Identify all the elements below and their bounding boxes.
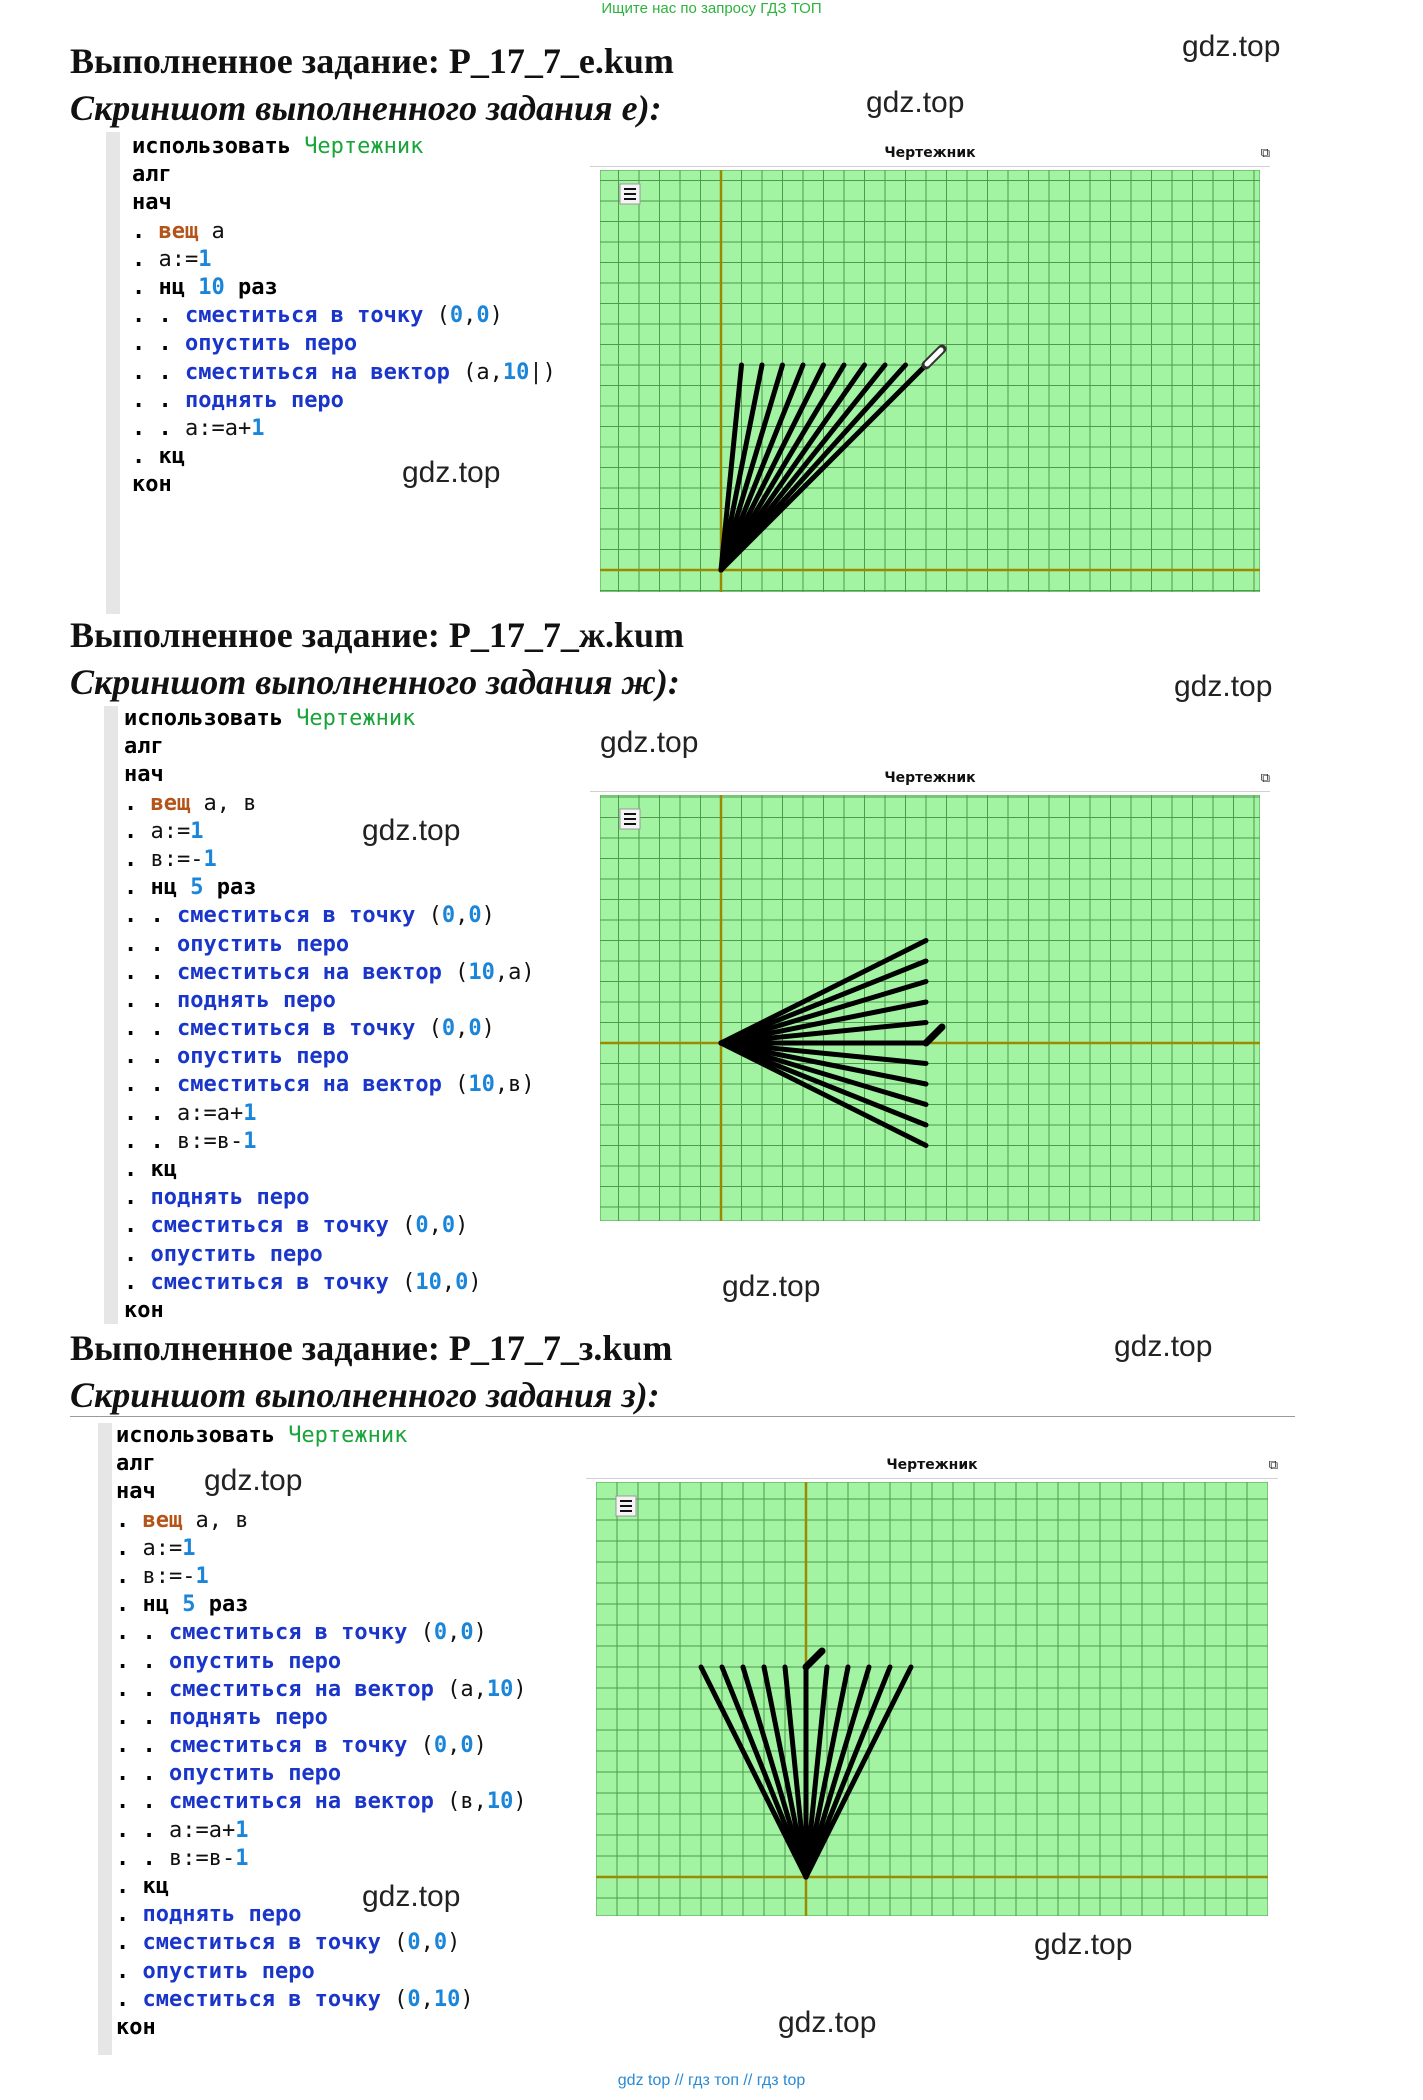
code-token: . — [116, 1535, 143, 1561]
code-token: , — [420, 1930, 434, 1956]
code-token: опустить перо — [150, 1241, 323, 1267]
code-token: . . — [132, 303, 185, 329]
top-banner: Ищите нас по запросу ГДЗ ТОП — [601, 0, 822, 17]
code-token: кон — [124, 1297, 164, 1323]
code-line — [116, 1929, 527, 1957]
code-token: , — [473, 1676, 487, 1702]
code-token: . . — [116, 1648, 169, 1674]
code-line — [116, 1676, 527, 1704]
watermark: gdz.top — [866, 86, 965, 119]
watermark: gdz.top — [362, 814, 461, 847]
code-token: нц — [158, 274, 199, 300]
code-line — [116, 1901, 527, 1929]
code-token: . — [124, 875, 151, 901]
code-line — [116, 1450, 527, 1478]
code-line — [132, 133, 556, 161]
code-token: а:= — [150, 818, 191, 844]
code-token: . . — [124, 1016, 177, 1042]
code-token: , — [473, 1789, 487, 1815]
code-token: 0 — [433, 1620, 448, 1646]
code-token: . — [124, 1241, 151, 1267]
code-token: , — [494, 1072, 509, 1098]
code-token: , — [455, 903, 469, 929]
code-token: , — [455, 1016, 469, 1042]
code-token: 5 — [190, 875, 204, 901]
section-1-subtitle: Скриншот выполненного задания е): — [70, 88, 662, 128]
code-line — [116, 1507, 527, 1535]
code-gutter — [104, 706, 118, 1324]
code-token: 1 — [190, 818, 204, 844]
code-token: ) — [521, 1072, 535, 1098]
hamburger-menu-icon[interactable] — [620, 184, 640, 204]
code-line — [116, 1535, 527, 1563]
code-line — [132, 189, 556, 217]
code-token: а — [476, 359, 490, 385]
code-token: поднять перо — [150, 1185, 310, 1211]
code-line — [124, 1071, 535, 1099]
code-token: . — [116, 1958, 143, 1984]
code-token: а, в — [190, 790, 257, 816]
code-token: 10 — [468, 959, 495, 985]
code-token: . — [132, 218, 159, 244]
drawing-canvas[interactable] — [600, 795, 1260, 1221]
drawer-window-z[interactable] — [586, 1452, 1278, 1924]
code-token: . — [116, 1902, 143, 1928]
code-line — [124, 987, 535, 1015]
code-token: . — [116, 1563, 143, 1589]
window-title: Чертежник — [590, 765, 1270, 792]
code-token: сместиться в точку — [150, 1269, 403, 1295]
code-token: , — [447, 1733, 461, 1759]
code-line — [124, 1156, 535, 1184]
code-token: 0 — [449, 303, 464, 329]
section-1-title: Выполненное задание: Р_17_7_е.kum — [70, 41, 674, 81]
watermark: gdz.top — [1034, 1928, 1133, 1961]
code-line — [116, 1563, 527, 1591]
code-token: , — [494, 959, 509, 985]
code-token: . — [116, 1930, 143, 1956]
code-line — [116, 1845, 527, 1873]
code-line — [124, 874, 535, 902]
code-token: ( — [447, 1676, 461, 1702]
code-token: опустить перо — [176, 931, 350, 957]
code-token: ( — [428, 903, 442, 929]
code-line — [116, 1873, 527, 1901]
code-token: сместиться на вектор — [176, 1072, 456, 1098]
code-line — [124, 1015, 535, 1043]
code-token: . — [124, 846, 151, 872]
code-token: . . — [124, 1072, 177, 1098]
code-line — [132, 387, 556, 415]
watermark: gdz.top — [1114, 1330, 1213, 1363]
code-token: сместиться в точку — [168, 1733, 421, 1759]
code-line — [124, 1043, 535, 1071]
code-token: а:= — [142, 1535, 183, 1561]
code-token: ) — [447, 1930, 461, 1956]
code-token: поднять перо — [176, 987, 336, 1013]
code-token: 0 — [433, 1930, 448, 1956]
maximize-icon[interactable]: ⧉ — [1260, 771, 1270, 786]
code-token: 10 — [415, 1269, 442, 1295]
code-token: а:=а+ — [168, 1817, 236, 1843]
hamburger-menu-icon[interactable] — [620, 809, 640, 829]
code-token: 0 — [415, 1213, 429, 1239]
code-token: ( — [455, 959, 469, 985]
code-token: , — [441, 1269, 456, 1295]
code-token: в:=- — [142, 1563, 196, 1589]
code-token: . . — [116, 1761, 169, 1787]
code-token: Чертежник — [304, 134, 424, 159]
code-token: сместиться в точку — [176, 903, 429, 929]
code-token: а — [508, 959, 522, 985]
code-token: . . — [116, 1845, 169, 1871]
code-token: 10 — [502, 359, 530, 385]
code-token: кон — [132, 472, 172, 498]
code-line — [132, 330, 556, 358]
code-token: 0 — [476, 303, 490, 329]
watermark: gdz.top — [362, 1880, 461, 1913]
code-token: поднять перо — [184, 387, 344, 413]
code-token: использовать — [132, 134, 305, 159]
code-token: ( — [463, 359, 477, 385]
code-listing-zh — [124, 705, 535, 1325]
divider — [70, 1416, 1295, 1417]
code-token: 10 — [198, 274, 225, 300]
code-token: |) — [529, 359, 556, 385]
code-line — [124, 1184, 535, 1212]
code-token: 1 — [243, 1128, 257, 1154]
window-title: Чертежник — [590, 140, 1270, 167]
code-token: сместиться в точку — [142, 1986, 395, 2012]
code-token: вещ — [158, 218, 199, 244]
code-line — [124, 1241, 535, 1269]
code-token: ( — [420, 1620, 434, 1646]
section-3-subtitle: Скриншот выполненного задания з): — [70, 1375, 660, 1415]
code-line — [132, 359, 556, 387]
code-token: сместиться в точку — [184, 303, 437, 329]
code-token: . . — [116, 1620, 169, 1646]
code-token: сместиться на вектор — [176, 959, 456, 985]
code-token: в — [460, 1789, 474, 1815]
code-token: ) — [513, 1676, 527, 1702]
section-2-subtitle: Скриншот выполненного задания ж): — [70, 662, 680, 702]
code-token: нач — [116, 1479, 156, 1505]
code-token: кон — [116, 2014, 156, 2040]
drawer-window-e[interactable] — [590, 140, 1270, 606]
code-token: в:=в- — [176, 1128, 244, 1154]
code-line — [116, 1986, 527, 2014]
code-token: алг — [124, 734, 164, 760]
code-gutter — [106, 132, 120, 614]
code-line — [132, 302, 556, 330]
code-token: нач — [124, 762, 164, 788]
code-token: ( — [447, 1789, 461, 1815]
code-token: . . — [132, 331, 185, 357]
code-token: раз — [195, 1592, 249, 1618]
code-token: . . — [132, 359, 185, 385]
code-token: . — [124, 790, 151, 816]
code-line — [116, 1817, 527, 1845]
code-token: 0 — [455, 1269, 469, 1295]
code-token: использовать — [124, 706, 297, 731]
code-token: 1 — [198, 246, 212, 272]
code-token: опустить перо — [184, 331, 358, 357]
code-line — [124, 846, 535, 874]
maximize-icon[interactable]: ⧉ — [1260, 146, 1270, 161]
code-token: . — [124, 1185, 151, 1211]
code-token: ) — [513, 1789, 527, 1815]
code-token: алг — [132, 162, 172, 188]
code-token: . — [124, 818, 151, 844]
code-line — [132, 218, 556, 246]
watermark: gdz.top — [1182, 30, 1281, 63]
code-token: . — [132, 246, 159, 272]
code-token: . . — [132, 387, 185, 413]
code-line — [132, 161, 556, 189]
watermark: gdz.top — [722, 1270, 821, 1303]
code-token: . — [124, 1213, 151, 1239]
code-token: 10 — [486, 1789, 514, 1815]
code-token: . . — [124, 1044, 177, 1070]
code-token: нц — [150, 875, 191, 901]
watermark: gdz.top — [1174, 670, 1273, 703]
code-token: . — [116, 1986, 143, 2012]
code-token: , — [428, 1213, 442, 1239]
code-listing-z — [116, 1422, 527, 2042]
code-line — [124, 733, 535, 761]
code-line — [124, 1297, 535, 1325]
code-token: опустить перо — [168, 1761, 342, 1787]
code-token: опустить перо — [176, 1044, 350, 1070]
code-token: сместиться в точку — [176, 1016, 429, 1042]
code-line — [124, 790, 535, 818]
code-line — [116, 1478, 527, 1506]
code-token: ) — [460, 1986, 474, 2012]
code-token: ( — [428, 1016, 442, 1042]
code-token: раз — [224, 274, 278, 300]
code-line — [124, 1269, 535, 1297]
code-token: ) — [468, 1269, 482, 1295]
code-token: кц — [150, 1157, 177, 1182]
section-2-title: Выполненное задание: Р_17_7_ж.kum — [70, 615, 685, 655]
code-line — [116, 1648, 527, 1676]
code-token: 0 — [468, 903, 482, 929]
code-token: 0 — [433, 1733, 448, 1759]
code-token: ( — [455, 1072, 469, 1098]
code-token: 0 — [441, 1213, 456, 1239]
code-line — [124, 818, 535, 846]
window-title: Чертежник — [586, 1452, 1278, 1479]
code-line — [116, 1704, 527, 1732]
code-token: 1 — [235, 1817, 249, 1843]
code-token: 0 — [407, 1930, 421, 1956]
code-token: в:=- — [150, 846, 204, 872]
code-token: сместиться на вектор — [168, 1676, 448, 1702]
code-line — [132, 246, 556, 274]
code-line — [116, 1788, 527, 1816]
code-line — [116, 1619, 527, 1647]
code-token: вещ — [142, 1507, 183, 1533]
code-token: . — [124, 1269, 151, 1295]
code-token: опустить перо — [142, 1958, 315, 1984]
code-token: ( — [402, 1213, 416, 1239]
code-line — [124, 931, 535, 959]
code-token: а:=а+ — [176, 1100, 244, 1126]
code-token: ( — [436, 303, 450, 329]
code-token: , — [489, 359, 503, 385]
code-token: 10 — [433, 1986, 461, 2012]
code-line — [132, 274, 556, 302]
code-token: Чертежник — [288, 1423, 408, 1448]
code-token: кц — [158, 444, 185, 470]
drawing-canvas[interactable] — [600, 170, 1260, 592]
code-token: ) — [521, 959, 535, 985]
code-token: 0 — [441, 903, 456, 929]
code-token: вещ — [150, 790, 191, 816]
code-token: . — [116, 1507, 143, 1533]
watermark: gdz.top — [402, 456, 501, 489]
code-token: . . — [116, 1789, 169, 1815]
code-line — [124, 705, 535, 733]
code-token: сместиться на вектор — [184, 359, 464, 385]
code-token: ( — [402, 1269, 416, 1295]
code-token: 5 — [182, 1592, 196, 1618]
code-token: ) — [473, 1733, 487, 1759]
code-token: сместиться в точку — [168, 1620, 421, 1646]
section-3-title: Выполненное задание: Р_17_7_з.kum — [70, 1328, 673, 1368]
code-token: использовать — [116, 1423, 289, 1448]
code-line — [124, 1100, 535, 1128]
code-token: 1 — [195, 1563, 209, 1589]
bottom-banner: gdz top // гдз топ // гдз top — [617, 2072, 806, 2089]
code-token: . . — [124, 987, 177, 1013]
code-line — [116, 1732, 527, 1760]
watermark: gdz.top — [600, 726, 699, 759]
code-token: алг — [116, 1451, 156, 1477]
code-token: сместиться на вектор — [168, 1789, 448, 1815]
code-token: . — [116, 1592, 143, 1618]
code-line — [124, 959, 535, 987]
code-token: 0 — [460, 1620, 474, 1646]
code-token: 1 — [203, 846, 217, 872]
code-token: в — [508, 1072, 522, 1098]
code-token: , — [420, 1986, 434, 2012]
code-token: а, в — [182, 1507, 249, 1533]
code-token: ( — [394, 1986, 408, 2012]
code-token: 0 — [441, 1016, 456, 1042]
code-token: ) — [481, 1016, 495, 1042]
code-token: в:=в- — [168, 1845, 236, 1871]
watermark: gdz.top — [778, 2006, 877, 2039]
code-token: . . — [124, 903, 177, 929]
code-token: . . — [124, 931, 177, 957]
code-line — [124, 1128, 535, 1156]
drawing-canvas[interactable] — [596, 1482, 1268, 1916]
code-token: 0 — [468, 1016, 482, 1042]
code-token: сместиться в точку — [142, 1930, 395, 1956]
drawer-window-zh[interactable] — [590, 765, 1270, 1230]
code-line — [124, 761, 535, 789]
code-token: 0 — [460, 1733, 474, 1759]
code-token: 1 — [243, 1100, 257, 1126]
watermark: gdz.top — [204, 1464, 303, 1497]
code-token: . . — [124, 959, 177, 985]
code-token: , — [447, 1620, 461, 1646]
code-line — [132, 415, 556, 443]
code-token: кц — [142, 1874, 169, 1899]
code-token: 10 — [486, 1676, 514, 1702]
code-token: 0 — [407, 1986, 421, 2012]
code-token: . . — [124, 1128, 177, 1154]
code-token: раз — [203, 875, 257, 901]
code-line — [116, 1591, 527, 1619]
code-token: . — [132, 274, 159, 300]
code-line — [116, 1422, 527, 1450]
code-token: 1 — [182, 1535, 196, 1561]
code-token: ) — [473, 1620, 487, 1646]
code-token: . — [132, 444, 159, 470]
code-token: . . — [116, 1676, 169, 1702]
code-token: ( — [420, 1733, 434, 1759]
code-token: поднять перо — [142, 1902, 302, 1928]
code-token: . . — [116, 1817, 169, 1843]
code-token: . . — [116, 1733, 169, 1759]
code-line — [124, 1212, 535, 1240]
code-gutter — [98, 1423, 112, 2055]
code-token: ) — [489, 303, 503, 329]
code-token: . — [116, 1874, 143, 1899]
code-token: , — [463, 303, 477, 329]
code-token: нц — [142, 1592, 183, 1618]
code-token: а — [198, 218, 225, 244]
maximize-icon[interactable]: ⧉ — [1268, 1458, 1278, 1473]
code-listing-e — [132, 133, 556, 499]
code-token: 10 — [468, 1072, 495, 1098]
code-token: опустить перо — [168, 1648, 342, 1674]
code-token: . — [124, 1157, 151, 1182]
code-token: 1 — [235, 1845, 249, 1871]
code-token: . . — [116, 1704, 169, 1730]
code-token: сместиться в точку — [150, 1213, 403, 1239]
code-token: 1 — [251, 415, 265, 441]
code-token: Чертежник — [296, 706, 416, 731]
code-token: нач — [132, 190, 172, 216]
code-token: а:= — [158, 246, 199, 272]
code-line — [124, 902, 535, 930]
code-token: поднять перо — [168, 1704, 328, 1730]
code-token: а:=а+ — [184, 415, 252, 441]
code-line — [116, 1760, 527, 1788]
code-line — [116, 1958, 527, 1986]
code-token: . . — [124, 1100, 177, 1126]
code-token: ) — [481, 903, 495, 929]
code-token: ( — [394, 1930, 408, 1956]
hamburger-menu-icon[interactable] — [616, 1496, 636, 1516]
code-token: . . — [132, 415, 185, 441]
code-token: ) — [455, 1213, 469, 1239]
code-line — [116, 2014, 527, 2042]
code-token: а — [460, 1676, 474, 1702]
